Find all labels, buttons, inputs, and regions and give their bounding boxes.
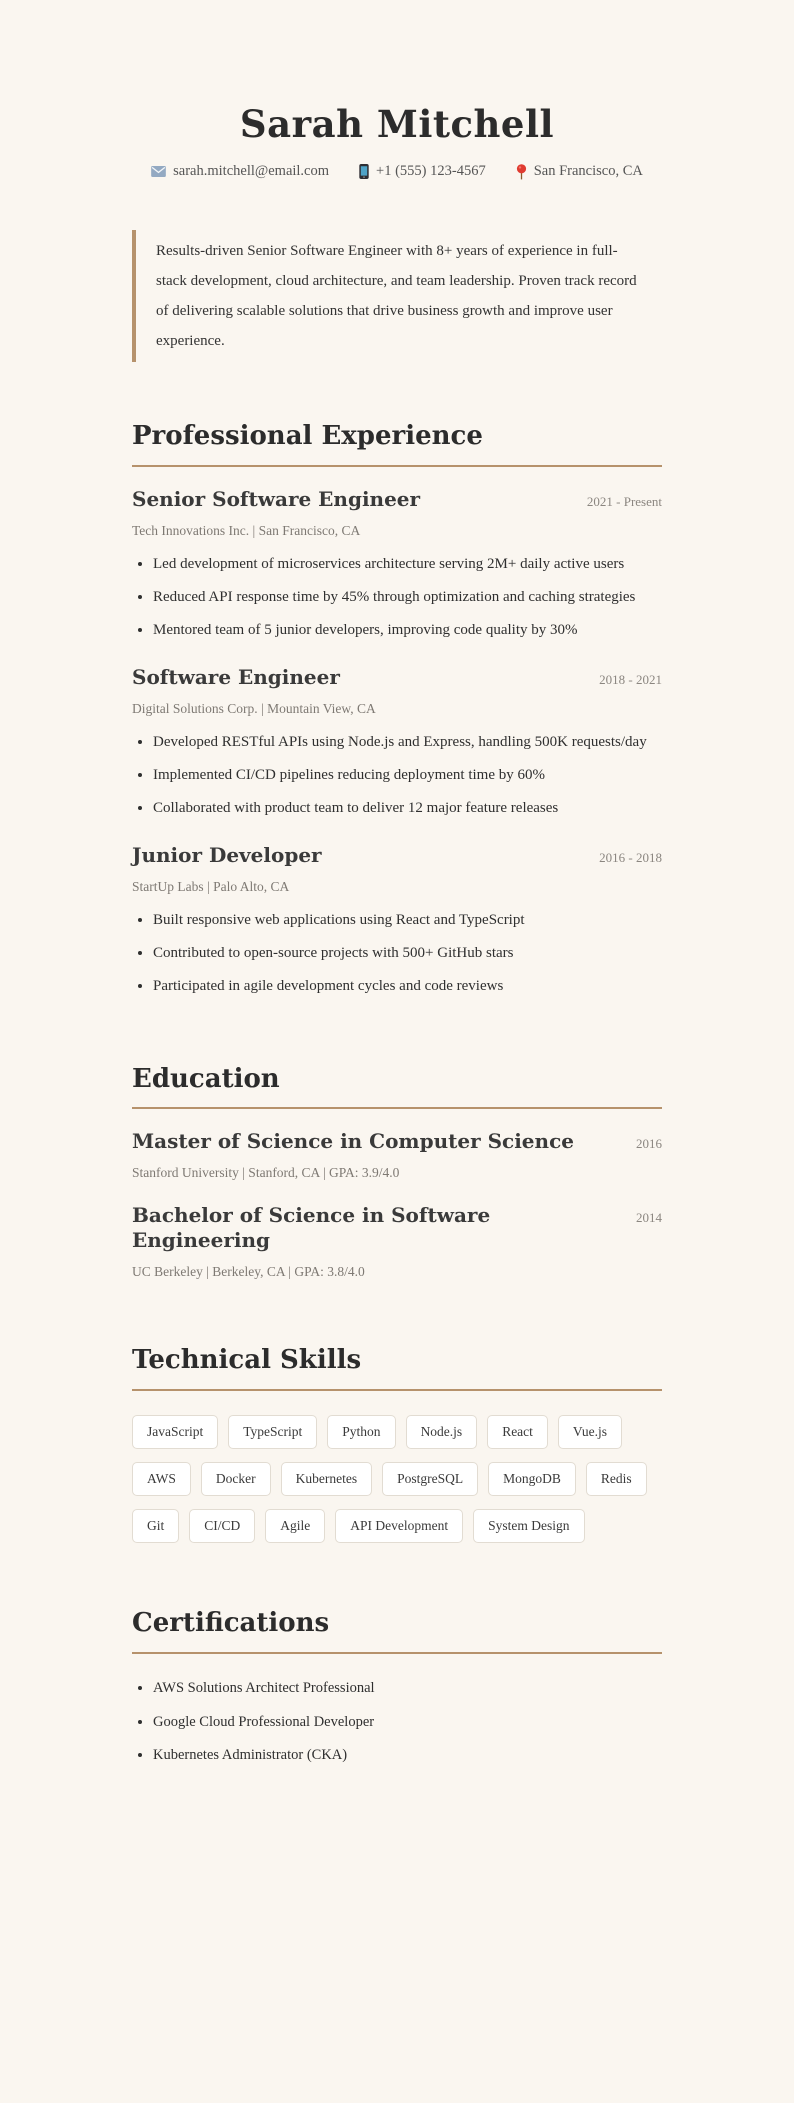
skill-chip: Agile [265, 1509, 325, 1543]
skill-chip: JavaScript [132, 1415, 218, 1449]
contact-location [516, 163, 643, 180]
job-header [132, 843, 662, 868]
skill-chip: AWS [132, 1462, 191, 1496]
job-bullet: • Built responsive web applications using React and TypeScript [153, 908, 662, 932]
job-bullet-list [132, 552, 662, 643]
degree-school: Stanford University | Stanford, CA | GPA: 3.9/4.0 [132, 1165, 400, 1181]
education-section [132, 1129, 662, 1280]
degree-date: 2016 [636, 1136, 662, 1152]
job-bullet: • Led development of microservices architecture serving 2M+ daily active users [153, 552, 662, 576]
skill-chip: TypeScript [228, 1415, 317, 1449]
summary-block [132, 230, 662, 362]
skill-chip: Python [327, 1415, 395, 1449]
contact-location-text: San Francisco, CA [533, 163, 643, 180]
job-bullet-list [132, 908, 662, 999]
job-company: Digital Solutions Corp. | Mountain View, CA [132, 700, 376, 716]
email-icon [151, 166, 166, 177]
degree-header [132, 1203, 662, 1253]
skill-chip: MongoDB [488, 1462, 576, 1496]
job-entry [132, 665, 662, 821]
job-entry [132, 487, 662, 643]
section-title-education: Education [132, 1063, 662, 1110]
skill-chip: CI/CD [189, 1509, 255, 1543]
job-title: Software Engineer [132, 664, 340, 689]
job-header [132, 487, 662, 512]
degree-date: 2014 [636, 1210, 662, 1226]
skill-chip: PostgreSQL [382, 1462, 478, 1496]
degree-title: Bachelor of Science in Software Engineering [132, 1203, 491, 1253]
degree-title: Master of Science in Computer Science [132, 1129, 574, 1154]
section-title-certifications: Certifications [132, 1607, 662, 1654]
certification-item: • Google Cloud Professional Developer [153, 1712, 662, 1734]
skill-chip: React [487, 1415, 548, 1449]
section-title-skills: Technical Skills [132, 1344, 662, 1391]
skill-chip: Git [132, 1509, 179, 1543]
job-date: 2018 - 2021 [599, 671, 662, 687]
job-bullet: • Mentored team of 5 junior developers, improving code quality by 30% [153, 618, 662, 642]
job-company: Tech Innovations Inc. | San Francisco, CA [132, 522, 361, 538]
job-date: 2016 - 2018 [599, 849, 662, 865]
job-date: 2021 - Present [586, 493, 662, 509]
skill-chip: Node.js [406, 1415, 478, 1449]
contact-phone-text: +1 (555) 123-4567 [376, 163, 486, 180]
contact-email [151, 163, 329, 180]
certification-item: • Kubernetes Administrator (CKA) [153, 1745, 662, 1767]
job-bullet: • Implemented CI/CD pipelines reducing deployment time by 60% [153, 763, 662, 787]
certification-list [132, 1678, 662, 1767]
job-bullet-list [132, 730, 662, 821]
job-title: Junior Developer [132, 842, 322, 867]
skill-chip: System Design [473, 1509, 584, 1543]
job-bullet: • Developed RESTful APIs using Node.js and Express, handling 500K requests/day [153, 730, 662, 754]
skills-chip-list [132, 1415, 662, 1543]
job-bullet: • Collaborated with product team to deliver 12 major feature releases [153, 796, 662, 820]
page-title: Sarah Mitchell [239, 102, 555, 146]
summary-text: Results-driven Senior Software Engineer with 8+ years of experience in full-stack development, cloud architecture, and team leadership. Proven track record of delivering scalable solutions that drive business growth and improve user experience. [156, 243, 637, 350]
skill-chip: Docker [201, 1462, 271, 1496]
skill-chip: Kubernetes [281, 1462, 372, 1496]
degree-school: UC Berkeley | Berkeley, CA | GPA: 3.8/4.0 [132, 1264, 365, 1280]
certification-item: • AWS Solutions Architect Professional [153, 1678, 662, 1700]
contact-email-text: sarah.mitchell@email.com [173, 163, 330, 180]
education-entry [132, 1129, 662, 1181]
experience-section [132, 487, 662, 999]
contact-phone [359, 163, 486, 180]
job-title: Senior Software Engineer [132, 486, 421, 511]
location-icon [516, 164, 527, 180]
job-bullet: • Reduced API response time by 45% through optimization and caching strategies [153, 585, 662, 609]
job-entry [132, 843, 662, 999]
contact-row [132, 163, 662, 180]
skill-chip: API Development [335, 1509, 463, 1543]
resume-document [132, 0, 662, 1767]
education-entry [132, 1203, 662, 1280]
job-bullet: • Contributed to open-source projects with 500+ GitHub stars [153, 941, 662, 965]
job-company: StartUp Labs | Palo Alto, CA [132, 878, 290, 894]
skill-chip: Redis [586, 1462, 647, 1496]
job-header [132, 665, 662, 690]
degree-header [132, 1129, 662, 1154]
job-bullet: • Participated in agile development cycles and code reviews [153, 974, 662, 998]
skill-chip: Vue.js [558, 1415, 622, 1449]
phone-icon [359, 164, 369, 179]
section-title-experience: Professional Experience [132, 420, 662, 467]
